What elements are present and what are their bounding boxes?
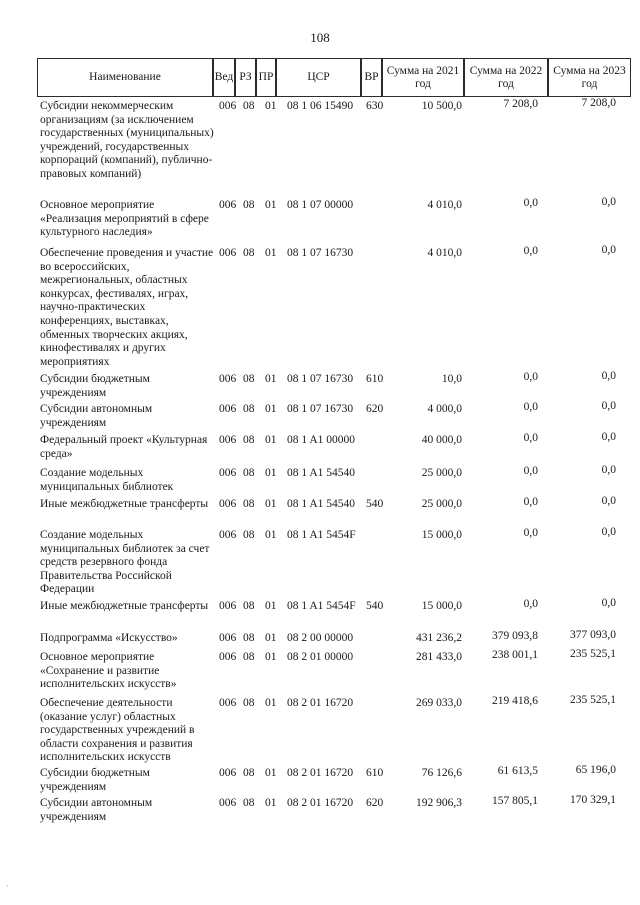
row-vr: 610 bbox=[366, 767, 384, 779]
row-s2023: 0,0 bbox=[601, 526, 616, 538]
row-s2023: 65 196,0 bbox=[575, 764, 616, 776]
row-ved: 006 bbox=[219, 600, 237, 612]
row-s2022: 219 418,6 bbox=[492, 695, 538, 707]
row-s2022: 157 805,1 bbox=[492, 795, 538, 807]
row-pr: 01 bbox=[265, 498, 277, 510]
header-name: Наименование bbox=[37, 58, 213, 97]
row-name: Субсидии автономным учреждениям bbox=[40, 797, 153, 823]
row-rz: 08 bbox=[243, 651, 255, 663]
row-name: Субсидии автономным учреждениям bbox=[40, 403, 153, 429]
row-rz: 08 bbox=[243, 467, 255, 479]
header-ved: Вед bbox=[213, 58, 235, 97]
row-s2023: 7 208,0 bbox=[581, 97, 616, 109]
row-rz: 08 bbox=[243, 403, 255, 415]
row-rz: 08 bbox=[243, 434, 255, 446]
row-csr: 08 1 A1 5454F bbox=[287, 529, 356, 541]
row-s2021: 192 906,3 bbox=[416, 797, 462, 809]
row-name: Создание модельных муниципальных библиотек за счет средств резервного фонда Правительства Российской Федерации bbox=[40, 529, 210, 596]
row-s2021: 4 010,0 bbox=[427, 247, 462, 259]
row-pr: 01 bbox=[265, 467, 277, 479]
row-csr: 08 2 01 16720 bbox=[287, 767, 354, 779]
row-rz: 08 bbox=[243, 797, 255, 809]
row-s2022: 0,0 bbox=[523, 465, 538, 477]
row-vr: 630 bbox=[366, 100, 384, 112]
row-csr: 08 2 01 00000 bbox=[287, 651, 354, 663]
row-s2023: 0,0 bbox=[601, 196, 616, 208]
header-rz: РЗ bbox=[235, 58, 256, 97]
row-ved: 006 bbox=[219, 797, 237, 809]
row-s2022: 0,0 bbox=[523, 598, 538, 610]
row-rz: 08 bbox=[243, 373, 255, 385]
row-rz: 08 bbox=[243, 767, 255, 779]
row-name: Подпрограмма «Искусство» bbox=[40, 632, 178, 644]
row-vr: 620 bbox=[366, 797, 384, 809]
row-pr: 01 bbox=[265, 373, 277, 385]
row-pr: 01 bbox=[265, 529, 277, 541]
page-number: 108 bbox=[310, 30, 330, 45]
row-csr: 08 1 A1 5454F bbox=[287, 600, 356, 612]
row-pr: 01 bbox=[265, 632, 277, 644]
row-pr: 01 bbox=[265, 247, 277, 259]
header-pr: ПР bbox=[256, 58, 276, 97]
row-s2023: 0,0 bbox=[601, 370, 616, 382]
row-s2021: 15 000,0 bbox=[421, 600, 462, 612]
row-ved: 006 bbox=[219, 498, 237, 510]
row-ved: 006 bbox=[219, 697, 237, 709]
row-s2023: 0,0 bbox=[601, 495, 616, 507]
row-s2023: 235 525,1 bbox=[570, 694, 616, 706]
row-s2021: 76 126,6 bbox=[421, 767, 462, 779]
header-csr: ЦСР bbox=[276, 58, 361, 97]
row-s2021: 15 000,0 bbox=[421, 529, 462, 541]
row-ved: 006 bbox=[219, 767, 237, 779]
row-pr: 01 bbox=[265, 797, 277, 809]
row-ved: 006 bbox=[219, 632, 237, 644]
row-rz: 08 bbox=[243, 632, 255, 644]
row-name: Субсидии некоммерческим организациям (за исключением государственных (муниципальных) учреждений, государственных корпораций (компаний), публично-правовых компаний) bbox=[40, 100, 214, 180]
row-s2021: 10 500,0 bbox=[421, 100, 462, 112]
row-name: Обеспечение деятельности (оказание услуг) областных государственных учреждений в области сохранения и развития исполнительских искусств bbox=[40, 697, 195, 764]
row-name: Создание модельных муниципальных библиотек bbox=[40, 467, 174, 493]
row-vr: 540 bbox=[366, 498, 384, 510]
row-pr: 01 bbox=[265, 600, 277, 612]
row-s2023: 0,0 bbox=[601, 464, 616, 476]
row-s2021: 269 033,0 bbox=[416, 697, 462, 709]
row-csr: 08 1 07 16730 bbox=[287, 403, 354, 415]
row-s2022: 238 001,1 bbox=[492, 649, 538, 661]
row-vr: 620 bbox=[366, 403, 384, 415]
row-ved: 006 bbox=[219, 199, 237, 211]
row-rz: 08 bbox=[243, 697, 255, 709]
row-s2022: 7 208,0 bbox=[503, 98, 538, 110]
row-s2021: 4 000,0 bbox=[427, 403, 462, 415]
row-csr: 08 1 06 15490 bbox=[287, 100, 354, 112]
row-ved: 006 bbox=[219, 467, 237, 479]
header-sum-2022: Сумма на 2022 год bbox=[464, 58, 548, 97]
row-s2022: 379 093,8 bbox=[492, 630, 538, 642]
row-s2023: 377 093,0 bbox=[570, 629, 616, 641]
row-s2021: 10,0 bbox=[441, 373, 462, 385]
row-s2023: 0,0 bbox=[601, 597, 616, 609]
row-name: Основное мероприятие «Сохранение и развитие исполнительских искусств» bbox=[40, 651, 177, 691]
row-s2022: 0,0 bbox=[523, 197, 538, 209]
header-vr: ВР bbox=[361, 58, 382, 97]
row-s2022: 61 613,5 bbox=[497, 765, 538, 777]
row-ved: 006 bbox=[219, 247, 237, 259]
row-ved: 006 bbox=[219, 403, 237, 415]
row-rz: 08 bbox=[243, 247, 255, 259]
row-s2022: 0,0 bbox=[523, 527, 538, 539]
row-csr: 08 1 A1 00000 bbox=[287, 434, 356, 446]
row-rz: 08 bbox=[243, 498, 255, 510]
row-s2022: 0,0 bbox=[523, 401, 538, 413]
row-s2023: 0,0 bbox=[601, 244, 616, 256]
row-s2021: 25 000,0 bbox=[421, 467, 462, 479]
row-name: Федеральный проект «Культурная среда» bbox=[40, 434, 208, 460]
row-pr: 01 bbox=[265, 767, 277, 779]
row-csr: 08 2 00 00000 bbox=[287, 632, 354, 644]
row-name: Субсидии бюджетным учреждениям bbox=[40, 767, 150, 793]
row-ved: 006 bbox=[219, 529, 237, 541]
row-name: Иные межбюджетные трансферты bbox=[40, 498, 209, 510]
row-ved: 006 bbox=[219, 373, 237, 385]
row-rz: 08 bbox=[243, 199, 255, 211]
header-sum-2021: Сумма на 2021 год bbox=[382, 58, 464, 97]
row-csr: 08 2 01 16720 bbox=[287, 797, 354, 809]
row-s2023: 0,0 bbox=[601, 431, 616, 443]
row-vr: 610 bbox=[366, 373, 384, 385]
row-s2021: 25 000,0 bbox=[421, 498, 462, 510]
row-rz: 08 bbox=[243, 529, 255, 541]
row-csr: 08 1 A1 54540 bbox=[287, 467, 356, 479]
row-vr: 540 bbox=[366, 600, 384, 612]
row-ved: 006 bbox=[219, 651, 237, 663]
row-rz: 08 bbox=[243, 100, 255, 112]
row-s2022: 0,0 bbox=[523, 245, 538, 257]
row-rz: 08 bbox=[243, 600, 255, 612]
row-pr: 01 bbox=[265, 651, 277, 663]
row-s2021: 281 433,0 bbox=[416, 651, 462, 663]
row-s2023: 0,0 bbox=[601, 400, 616, 412]
row-csr: 08 1 07 00000 bbox=[287, 199, 354, 211]
row-csr: 08 1 A1 54540 bbox=[287, 498, 356, 510]
row-name: Иные межбюджетные трансферты bbox=[40, 600, 209, 612]
scan-margin-mark: · bbox=[6, 882, 9, 891]
row-csr: 08 1 07 16730 bbox=[287, 373, 354, 385]
row-s2023: 235 525,1 bbox=[570, 648, 616, 660]
row-name: Обеспечение проведения и участие во всероссийских, межрегиональных, областных конкурсах, фестивалях, играх, научно-практических конференциях, выставках, обменных творческих акциях, кинофестивалях и других мероприятиях bbox=[40, 247, 214, 368]
row-name: Основное мероприятие «Реализация мероприятий в сфере культурного наследия» bbox=[40, 199, 209, 239]
row-pr: 01 bbox=[265, 199, 277, 211]
row-pr: 01 bbox=[265, 434, 277, 446]
row-pr: 01 bbox=[265, 403, 277, 415]
row-csr: 08 2 01 16720 bbox=[287, 697, 354, 709]
row-s2022: 0,0 bbox=[523, 496, 538, 508]
header-sum-2023: Сумма на 2023 год bbox=[548, 58, 631, 97]
row-s2021: 40 000,0 bbox=[421, 434, 462, 446]
row-pr: 01 bbox=[265, 100, 277, 112]
row-csr: 08 1 07 16730 bbox=[287, 247, 354, 259]
row-s2021: 431 236,2 bbox=[416, 632, 462, 644]
row-s2023: 170 329,1 bbox=[570, 794, 616, 806]
row-s2022: 0,0 bbox=[523, 371, 538, 383]
row-pr: 01 bbox=[265, 697, 277, 709]
row-ved: 006 bbox=[219, 434, 237, 446]
row-ved: 006 bbox=[219, 100, 237, 112]
row-s2022: 0,0 bbox=[523, 432, 538, 444]
row-s2021: 4 010,0 bbox=[427, 199, 462, 211]
row-name: Субсидии бюджетным учреждениям bbox=[40, 373, 150, 399]
